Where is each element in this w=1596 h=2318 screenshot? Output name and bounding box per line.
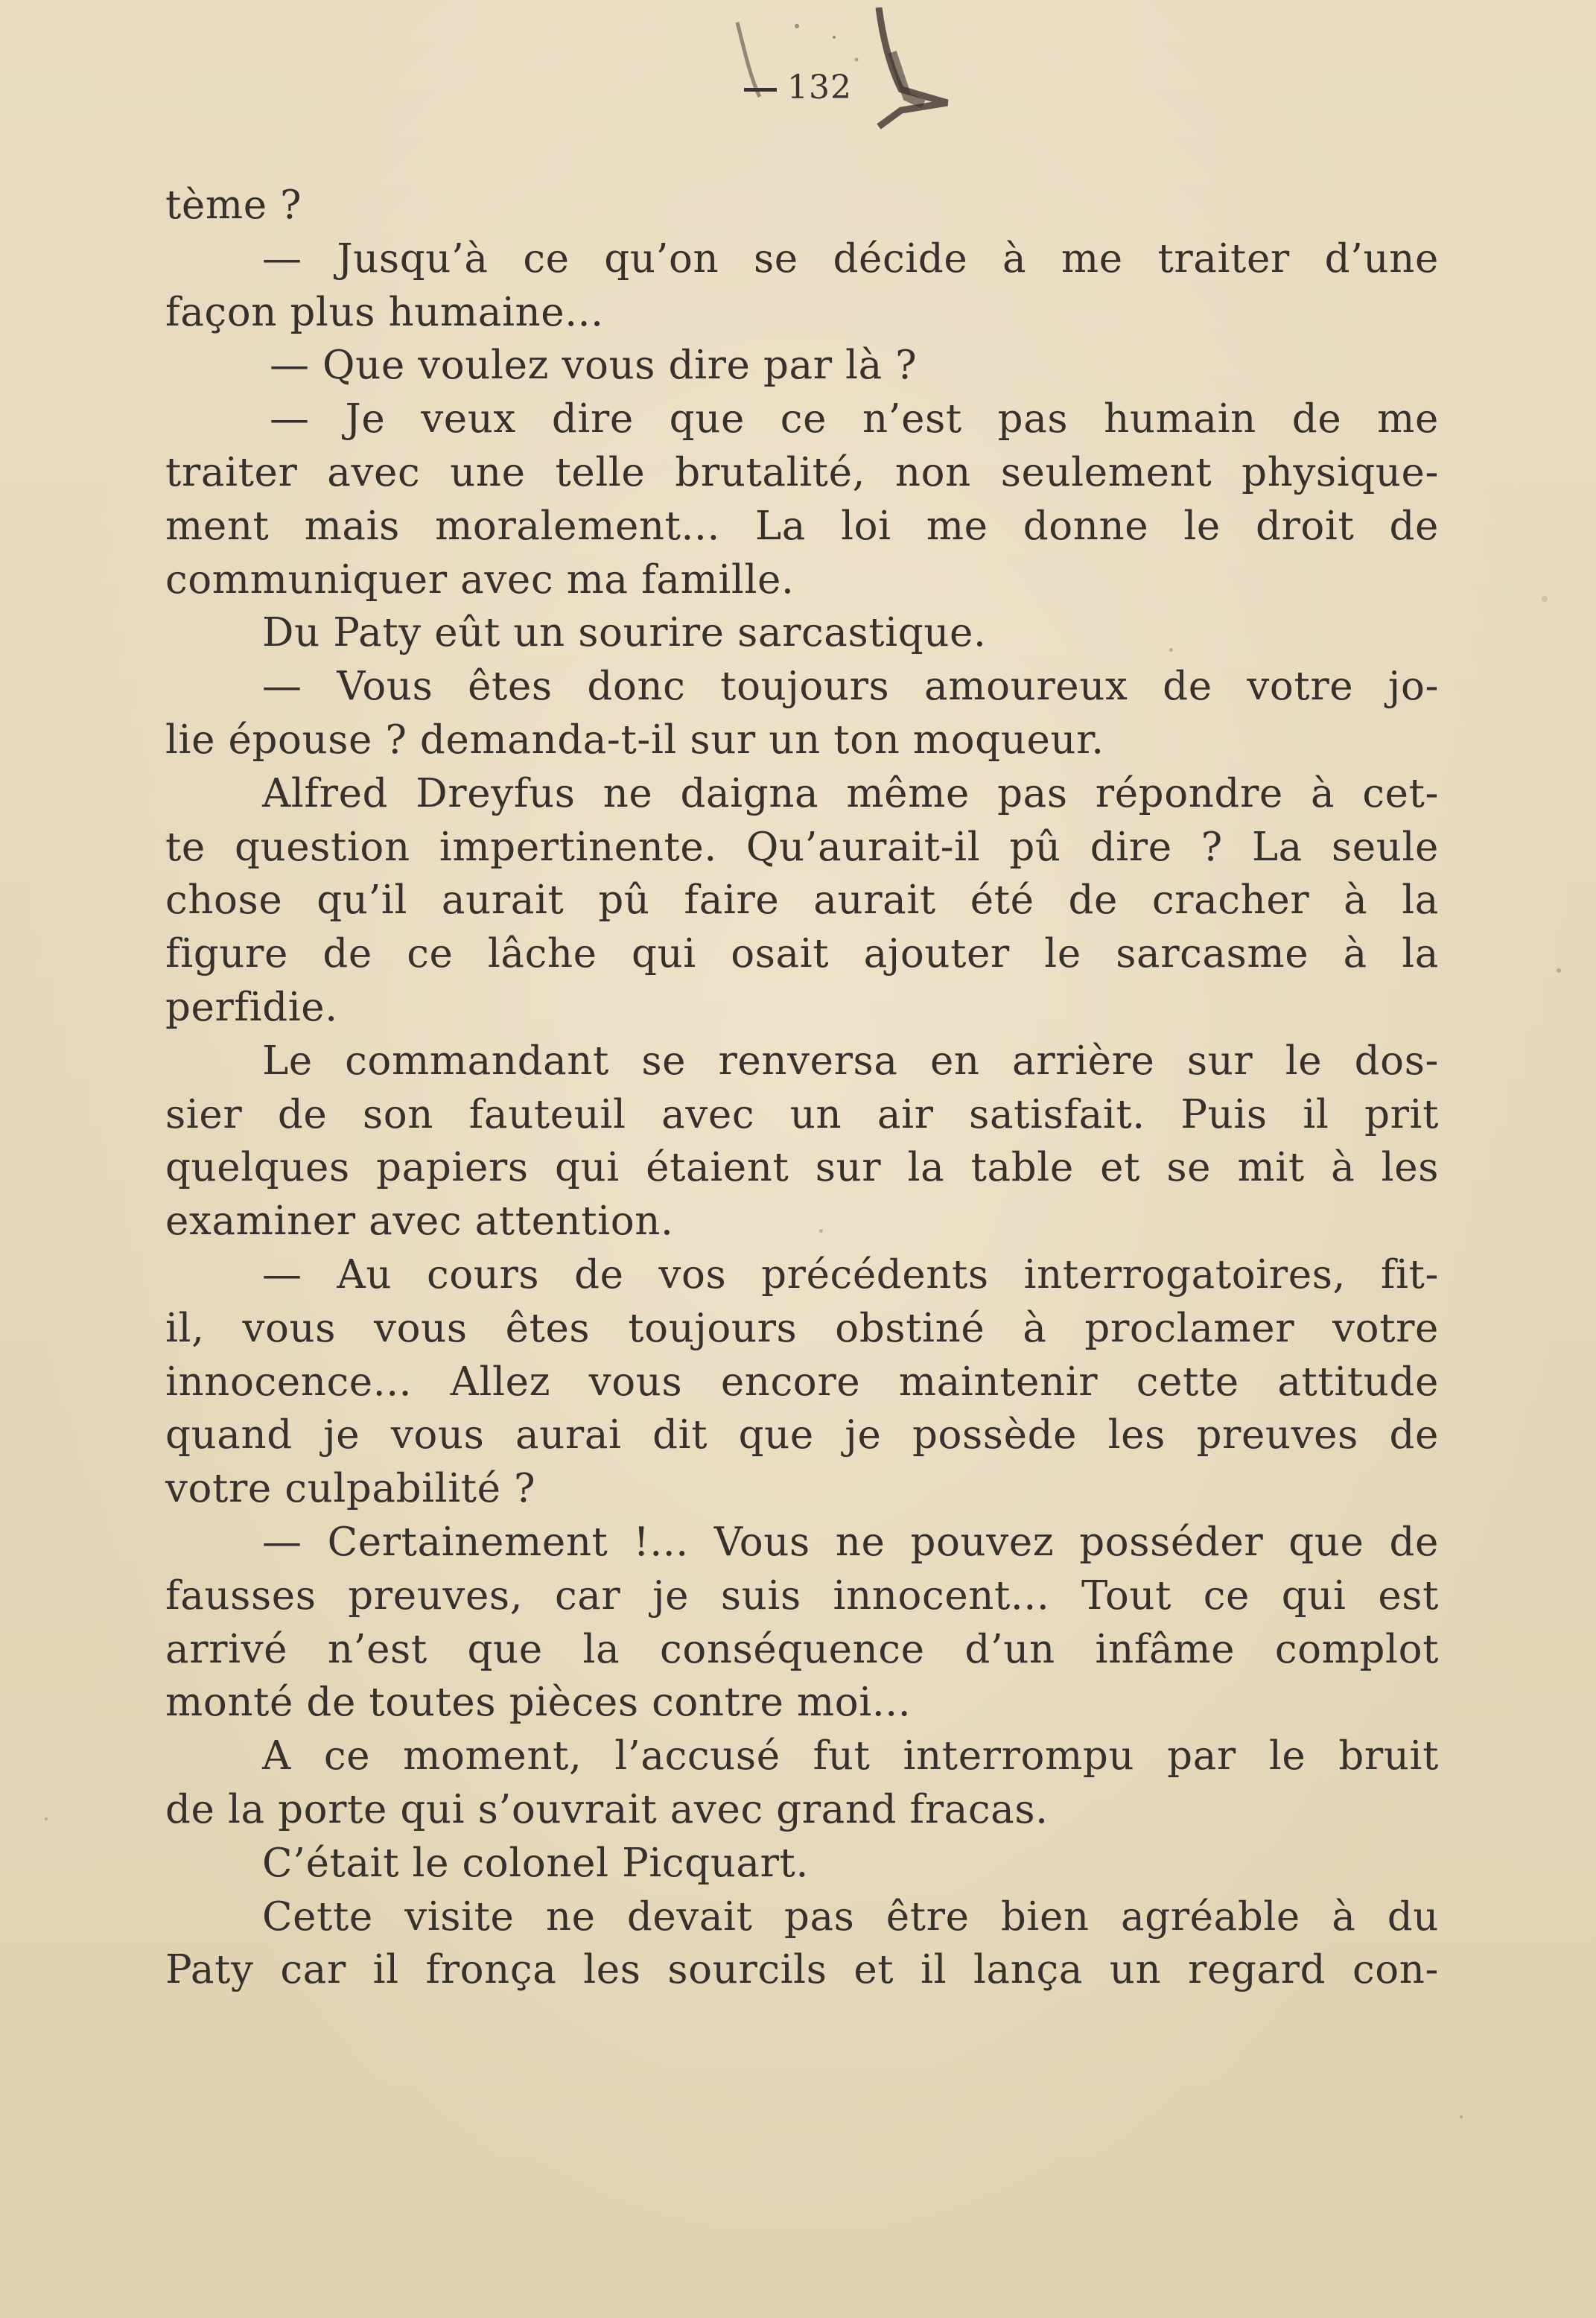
text-line: Alfred Dreyfus ne daigna même pas répondre à cet-	[262, 770, 1439, 816]
text-line: perfidie.	[165, 984, 338, 1030]
paper-speck	[819, 1229, 823, 1233]
text-line: — Je veux dire que ce n’est pas humain de me	[270, 396, 1439, 442]
text-line: monté de toutes pièces contre moi...	[165, 1680, 912, 1726]
text-line: C’était le colonel Picquart.	[262, 1840, 809, 1886]
text-line: examiner avec attention.	[165, 1198, 674, 1245]
text-line: il, vous vous êtes toujours obstiné à proclamer votre	[165, 1305, 1439, 1351]
paper-speck	[1169, 648, 1173, 652]
text-line: innocence... Allez vous encore maintenir cette attitude	[165, 1359, 1439, 1405]
text-line: ment mais moralement... La loi me donne le droit de	[165, 503, 1439, 549]
text-line: te question impertinente. Qu’aurait-il pû dire ? La seule	[165, 824, 1439, 870]
text-line: traiter avec une telle brutalité, non seulement physique-	[165, 449, 1439, 495]
text-line: — Vous êtes donc toujours amoureux de votre jo-	[262, 664, 1439, 710]
text-line: Du Paty eût un sourire sarcastique.	[262, 610, 987, 656]
page-number-dash	[744, 88, 777, 92]
text-line: A ce moment, l’accusé fut interrompu par le bruit	[262, 1733, 1439, 1779]
text-line: tème ?	[165, 182, 302, 228]
text-line: — Que voulez vous dire par là ?	[270, 343, 918, 389]
page-number-line	[0, 69, 1596, 107]
paper-speck	[1542, 596, 1548, 602]
text-line: quelques papiers qui étaient sur la table et se mit à les	[165, 1145, 1439, 1191]
paper-speck	[1460, 2115, 1463, 2118]
paper-speck	[1557, 968, 1561, 973]
text-line: Paty car il fronça les sourcils et il lança un regard con-	[165, 1947, 1439, 1993]
text-line: de la porte qui s’ouvrait avec grand fracas.	[165, 1786, 1049, 1832]
text-line: arrivé n’est que la conséquence d’un infâme complot	[165, 1626, 1439, 1672]
text-line: lie épouse ? demanda-t-il sur un ton moqueur.	[165, 717, 1104, 763]
body-text	[165, 179, 1439, 1997]
text-line: — Au cours de vos précédents interrogatoires, fit-	[262, 1251, 1439, 1298]
text-line: sier de son fauteuil avec un air satisfait. Puis il prit	[165, 1091, 1439, 1137]
text-line: fausses preuves, car je suis innocent... Tout ce qui est	[165, 1572, 1439, 1619]
text-line: communiquer avec ma famille.	[165, 556, 795, 603]
text-line: chose qu’il aurait pû faire aurait été de cracher à la	[165, 877, 1439, 924]
paper-speck	[45, 1817, 48, 1820]
text-line: — Jusqu’à ce qu’on se décide à me traiter d’une	[262, 235, 1439, 282]
page-number: 132	[787, 69, 852, 107]
text-line: Le commandant se renversa en arrière sur le dos-	[262, 1038, 1439, 1084]
text-line: façon plus humaine...	[165, 289, 604, 335]
text-line: quand je vous aurai dit que je possède les preuves de	[165, 1412, 1439, 1458]
text-line: figure de ce lâche qui osait ajouter le sarcasme à la	[165, 931, 1439, 977]
text-line: — Certainement !... Vous ne pouvez posséder que de	[262, 1519, 1439, 1565]
text-line: Cette visite ne devait pas être bien agréable à du	[262, 1893, 1439, 1940]
text-line: votre culpabilité ?	[165, 1466, 536, 1512]
